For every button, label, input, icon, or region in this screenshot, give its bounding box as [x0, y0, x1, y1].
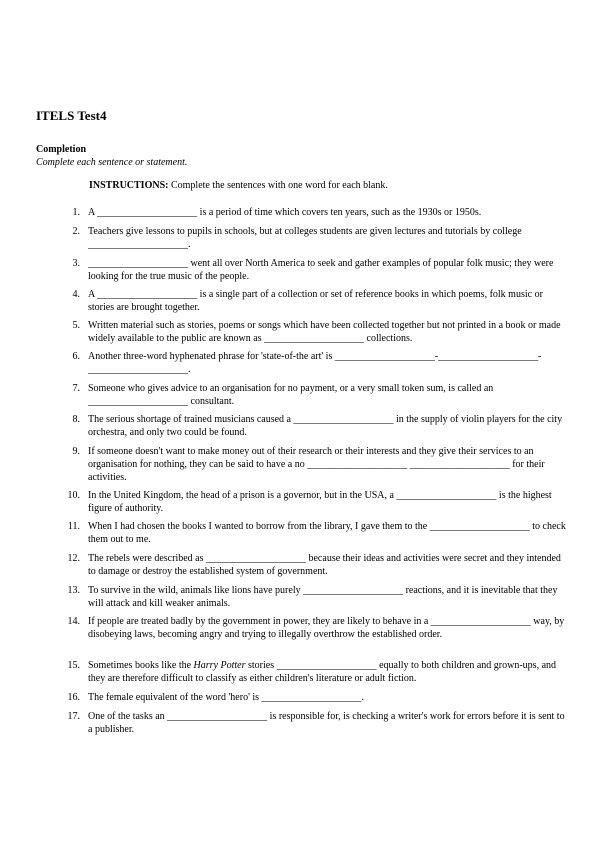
- instructions-label: INSTRUCTIONS:: [89, 180, 169, 191]
- question-number: 4.: [72, 289, 80, 300]
- question-text-part: Sometimes books like the: [88, 660, 194, 671]
- question-number: 16.: [67, 692, 80, 703]
- question-text: [88, 659, 566, 685]
- question-number: 1.: [72, 207, 80, 218]
- question-number: 9.: [72, 446, 80, 457]
- question-number: 7.: [72, 383, 80, 394]
- question-number: 10.: [67, 490, 80, 501]
- question-number: 13.: [67, 585, 80, 596]
- question-text: Teachers give lessons to pupils in schools, but at colleges students are given lectures and tutorials by college ____________________.: [88, 226, 522, 250]
- question-number: 6.: [72, 351, 80, 362]
- question-number: 8.: [72, 414, 80, 425]
- question-text: Another three-word hyphenated phrase for 'state-of-the art' is ____________________-____________________-____________________.: [88, 351, 542, 375]
- question-text: ____________________ went all over North America to seek and gather examples of popular folk music; they were looking for the true music of the people.: [88, 258, 554, 282]
- question-number: 15.: [67, 660, 80, 671]
- question-text: Written material such as stories, poems or songs which have been collected together but not printed in a book or made widely available to the public are known as ____________________ collections.: [88, 320, 561, 344]
- instructions-text: Complete the sentences with one word for each blank.: [168, 180, 388, 191]
- section-heading: Completion: [36, 144, 86, 155]
- page-title: ITELS Test4: [36, 108, 107, 123]
- question-number: 3.: [72, 258, 80, 269]
- question-text: When I had chosen the books I wanted to borrow from the library, I gave them to the ____________________ to check them out to me.: [88, 521, 566, 545]
- question-text: To survive in the wild, animals like lions have purely ____________________ reactions, and it is inevitable that they will attack and kill weaker animals.: [88, 585, 558, 609]
- question-text: A ____________________ is a period of time which covers ten years, such as the 1930s or 1950s.: [88, 207, 482, 218]
- question-number: 12.: [67, 553, 80, 564]
- question-number: 11.: [67, 521, 80, 532]
- question-text: The female equivalent of the word 'hero' is ____________________.: [88, 692, 365, 703]
- question-number: 17.: [67, 711, 80, 722]
- section-header: [36, 143, 187, 169]
- section-subheading: Complete each sentence or statement.: [36, 157, 188, 168]
- question-text: Someone who gives advice to an organisation for no payment, or a very small token sum, is called an ____________________ consultant.: [88, 383, 494, 407]
- question-number: 14.: [67, 616, 80, 627]
- book-title: Harry Potter: [193, 660, 246, 671]
- question-text: The serious shortage of trained musicians caused a ____________________ in the supply of violin players for the city orchestra, and only two could be found.: [88, 414, 563, 438]
- question-text: The rebels were described as ____________________ because their ideas and activities were secret and they intended to damage or destroy the established system of government.: [88, 553, 561, 577]
- question-text: One of the tasks an ____________________ is responsible for, is checking a writer's work for errors before it is sent to a publisher.: [88, 711, 565, 735]
- question-text: If people are treated badly by the government in power, they are likely to behave in a ____________________ way, by disobeying laws, becoming angry and trying to illegally overthrow the established order.: [88, 616, 565, 640]
- question-number: 5.: [72, 320, 80, 331]
- instructions: [89, 180, 388, 191]
- question-text: If someone doesn't want to make money out of their research or their interests and they give their services to an organisation for nothing, they can be said to have a no ____________________ ____________________ for their activities.: [88, 446, 545, 483]
- question-text: A ____________________ is a single part of a collection or set of reference books in which poems, folk music or stories are brought together.: [88, 289, 543, 313]
- question-text-part: stories ____________________ equally to both children and grown-ups, and they are therefore difficult to classify as either children's literature or adult fiction.: [88, 660, 557, 684]
- question-number: 2.: [72, 226, 80, 237]
- question-text: In the United Kingdom, the head of a prison is a governor, but in the USA, a ____________________ is the highest figure of authority.: [88, 490, 552, 514]
